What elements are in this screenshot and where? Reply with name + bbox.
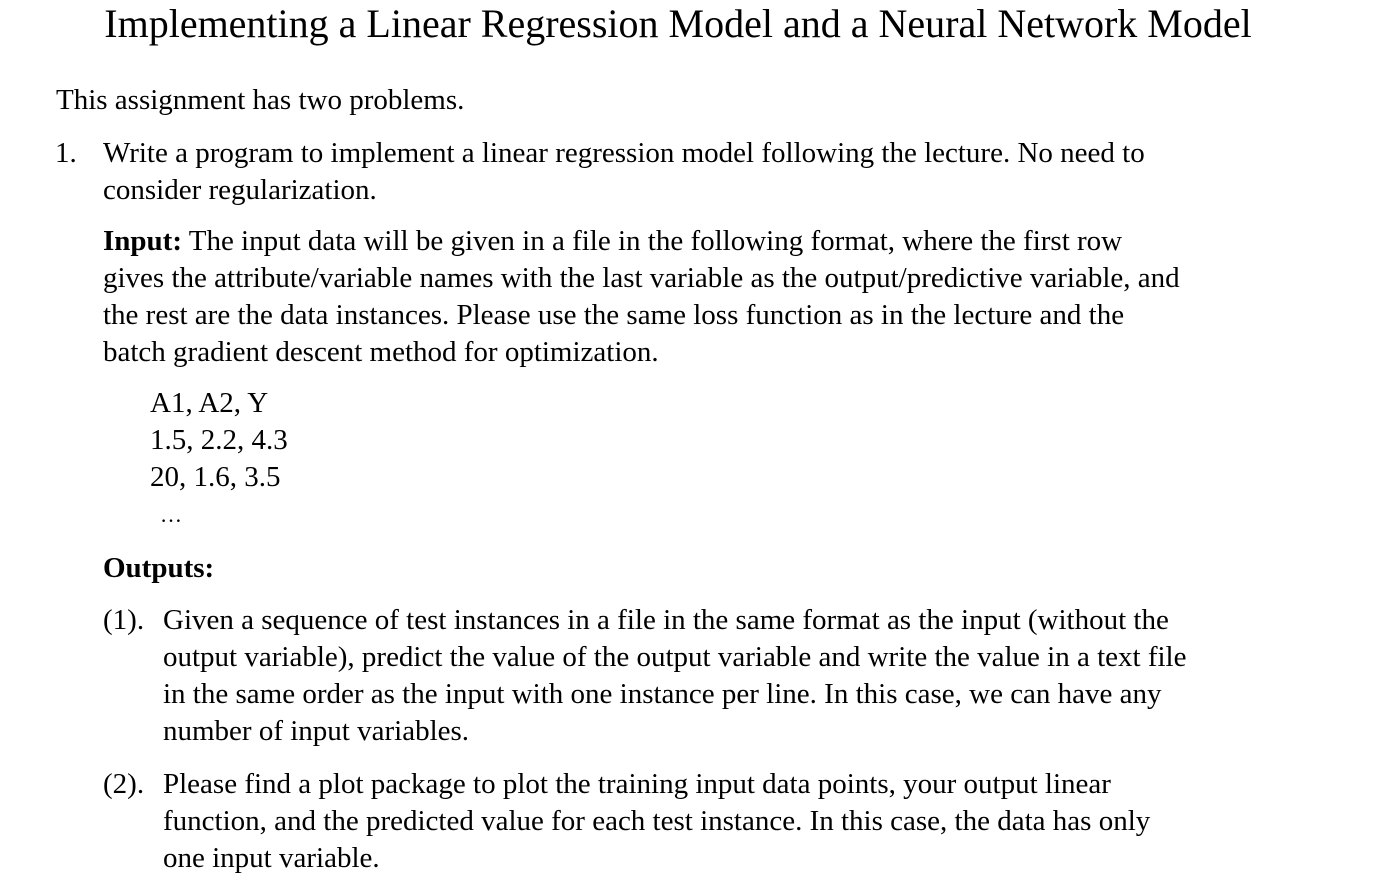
- problem-1-line: Write a program to implement a linear regression model following the lecture. No need to: [103, 137, 1145, 169]
- input-line: batch gradient descent method for optimization.: [103, 336, 659, 368]
- output-item-2-number: (2).: [103, 768, 145, 800]
- example-ellipsis: …: [160, 502, 185, 527]
- output-item-1-number: (1).: [103, 604, 145, 636]
- example-data-row: 20, 1.6, 3.5: [150, 461, 281, 493]
- problem-1-line: consider regularization.: [103, 174, 377, 206]
- input-line: [103, 223, 1363, 260]
- input-label: Input:: [103, 225, 182, 257]
- example-header-row: A1, A2, Y: [150, 387, 269, 419]
- example-data-row: 1.5, 2.2, 4.3: [150, 424, 288, 456]
- output-item-line: in the same order as the input with one instance per line. In this case, we can have any: [163, 678, 1162, 710]
- output-item-1-text: [163, 602, 1363, 750]
- output-item-line: function, and the predicted value for each test instance. In this case, the data has only: [163, 805, 1151, 837]
- problem-1-statement: [103, 135, 1363, 209]
- document-title: Implementing a Linear Regression Model and a Neural Network Model: [104, 1, 1252, 46]
- output-item-line: number of input variables.: [163, 715, 470, 747]
- input-line: the rest are the data instances. Please use the same loss function as in the lecture and the: [103, 299, 1125, 331]
- output-item-2-text: [163, 766, 1363, 877]
- intro-text: This assignment has two problems.: [56, 84, 465, 116]
- input-line: gives the attribute/variable names with the last variable as the output/predictive variable, and: [103, 262, 1180, 294]
- input-paragraph: [103, 223, 1363, 371]
- problem-1-number: 1.: [55, 137, 77, 169]
- outputs-heading: Outputs:: [103, 552, 215, 584]
- output-item-line: Please find a plot package to plot the training input data points, your output linear: [163, 768, 1111, 800]
- input-example: [150, 385, 288, 496]
- output-item-line: output variable), predict the value of the output variable and write the value in a text file: [163, 641, 1187, 673]
- input-line-text: The input data will be given in a file in the following format, where the first row: [182, 225, 1123, 257]
- output-item-line: Given a sequence of test instances in a file in the same format as the input (without the: [163, 604, 1169, 636]
- output-item-line: one input variable.: [163, 842, 380, 874]
